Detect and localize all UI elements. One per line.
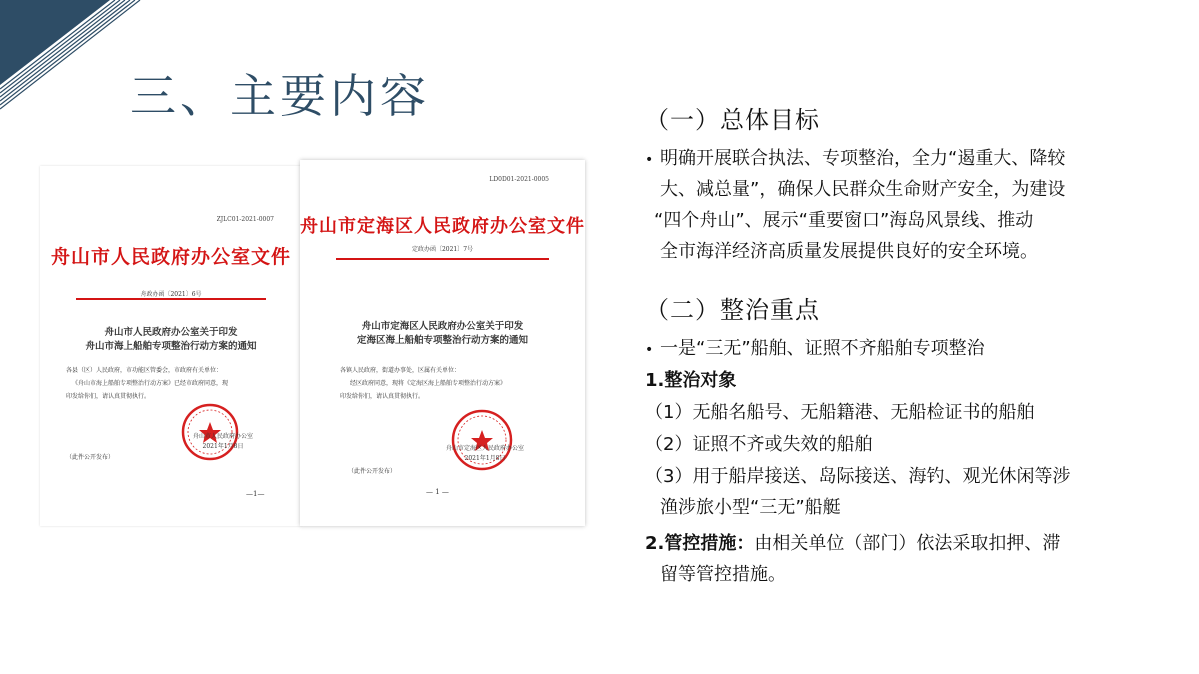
section1-line1: 明确开展联合执法、专项整治，全力“遏重大、降较	[660, 148, 1066, 169]
doc-body-line3: 印发给你们，请认真贯彻执行。	[340, 393, 425, 400]
doc-code: LD0D01-2021-0005	[489, 176, 549, 183]
doc-code: ZJLC01-2021-0007	[216, 216, 274, 223]
item2-title: 2.管控措施：	[645, 533, 755, 554]
doc-body-line3: 印发给你们，请认真贯彻执行。	[66, 393, 151, 400]
item1-title: 1.整治对象	[645, 370, 737, 391]
item1-sub1: （1）无船名船号、无船籍港、无船检证书的船舶	[645, 402, 1035, 423]
doc-signature: 舟山市人民政府办公室 2021年1月8日	[192, 433, 253, 450]
section2-bullet-text: 一是“三无”船舶、证照不齐船舶专项整治	[660, 338, 985, 359]
section1-line4: 全市海洋经济高质量发展提供良好的安全环境。	[660, 241, 1038, 262]
doc-page-number: —1—	[246, 490, 265, 498]
doc-body-line1: 各县（区）人民政府，市功能区管委会，市政府有关单位：	[66, 367, 223, 374]
doc-signature: 舟山市定海区人民政府办公室 2021年1月8日	[445, 445, 524, 462]
doc-body-line1: 各镇人民政府，街道办事处，区属有关单位：	[340, 367, 461, 374]
item1-sub3-line1: （3）用于船岸接送、岛际接送、海钓、观光休闲等涉	[645, 466, 1071, 487]
doc-subject-line2: 定海区海上船舶专项整治行动方案的通知	[356, 335, 528, 346]
doc-body-line2: 《舟山市海上船舶专项整治行动方案》已经市政府同意，现	[72, 380, 229, 387]
item2-line2: 留等管控措施。	[660, 564, 786, 585]
item1-sub3-line2: 渔涉旅小型“三无”船艇	[660, 497, 841, 518]
doc-ref: 定政办函〔2021〕7号	[411, 246, 474, 253]
item2-line1	[645, 528, 1060, 559]
doc-subject-line1: 舟山市定海区人民政府办公室关于印发	[361, 321, 524, 332]
doc-header: 舟山市人民政府办公室文件	[50, 246, 291, 268]
doc-page-number: — 1 —	[426, 488, 449, 496]
section1-line3: “四个舟山”、展示“重要窗口”海岛风景线、推动	[654, 210, 1034, 231]
doc-subject-line2: 舟山市海上船舶专项整治行动方案的通知	[85, 341, 257, 352]
doc-public-note: （此件公开发布）	[348, 468, 397, 475]
doc-header: 舟山市定海区人民政府办公室文件	[300, 216, 585, 237]
doc-body-line2: 经区政府同意，现将《定海区海上船舶专项整治行动方案》	[350, 380, 507, 387]
section1-heading: （一）总体目标	[645, 106, 820, 134]
bullet-dot: •	[645, 342, 654, 358]
doc-ref: 舟政办函〔2021〕6号	[140, 291, 202, 298]
section2-heading: （二）整治重点	[645, 296, 820, 324]
doc-public-note: （此件公开发布）	[66, 454, 115, 461]
bullet-dot: •	[645, 152, 654, 168]
item1-sub2: （2）证照不齐或失效的船舶	[645, 434, 873, 455]
item2-text: 由相关单位（部门）依法采取扣押、滞	[754, 533, 1061, 554]
doc-subject-line1: 舟山市人民政府办公室关于印发	[104, 327, 238, 338]
slide-title: 三、主要内容	[130, 69, 430, 123]
section1-line2: 大、减总量”，确保人民群众生命财产安全，为建设	[660, 179, 1066, 200]
